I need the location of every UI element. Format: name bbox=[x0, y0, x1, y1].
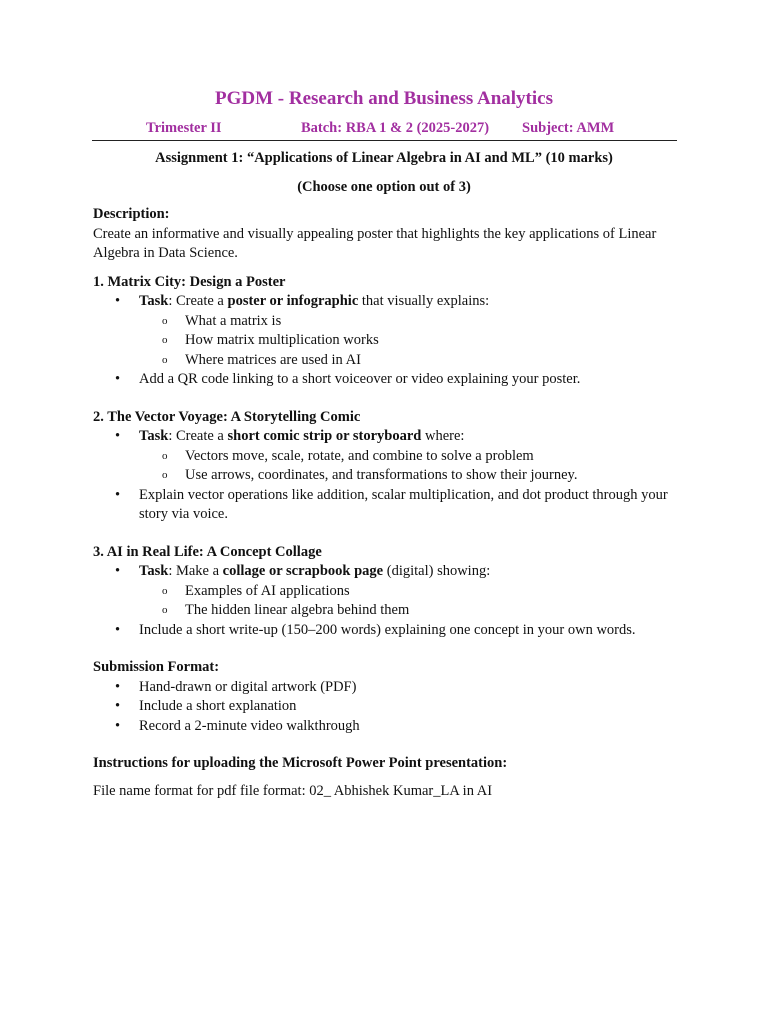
submission-item: • Record a 2-minute video walkthrough bbox=[93, 717, 678, 737]
sub-item: o What a matrix is bbox=[139, 312, 678, 332]
extra-item: • Include a short write-up (150–200 words) explaining one concept in your own words. bbox=[93, 621, 678, 641]
extra-item: • Add a QR code linking to a short voiceover or video explaining your poster. bbox=[93, 370, 678, 390]
task-text: (digital) showing: bbox=[383, 563, 491, 579]
sub-list bbox=[139, 447, 678, 486]
task-item bbox=[93, 562, 678, 621]
task-text: where: bbox=[421, 428, 465, 444]
assignment-title: Assignment 1: “Applications of Linear Algebra in AI and ML” (10 marks) bbox=[155, 150, 613, 166]
option-heading: 2. The Vector Voyage: A Storytelling Comic bbox=[93, 408, 361, 425]
sub-item: o Examples of AI applications bbox=[139, 582, 678, 602]
task-text: that visually explains: bbox=[358, 293, 490, 309]
option-heading: 3. AI in Real Life: A Concept Collage bbox=[93, 543, 322, 560]
option-heading: 1. Matrix City: Design a Poster bbox=[93, 273, 286, 290]
sub-item: o The hidden linear algebra behind them bbox=[139, 601, 678, 621]
task-label: Task bbox=[139, 428, 169, 444]
task-label: Task bbox=[139, 293, 169, 309]
course-meta bbox=[0, 120, 768, 140]
task-item bbox=[93, 292, 678, 370]
task-emphasis: poster or infographic bbox=[227, 293, 359, 309]
submission-list bbox=[93, 678, 678, 737]
task-text: : Create a bbox=[168, 293, 228, 309]
sub-item: o Vectors move, scale, rotate, and combine to solve a problem bbox=[139, 447, 678, 467]
option-list bbox=[93, 292, 678, 390]
sub-item: o Where matrices are used in AI bbox=[139, 351, 678, 371]
sub-item: o Use arrows, coordinates, and transformations to show their journey. bbox=[139, 466, 678, 486]
submission-item: • Hand-drawn or digital artwork (PDF) bbox=[93, 678, 678, 698]
description-text: Create an informative and visually appealing poster that highlights the key applications of Linear Algebra in Data Science. bbox=[93, 225, 657, 261]
program-title: PGDM - Research and Business Analytics bbox=[215, 88, 553, 109]
task-item bbox=[93, 427, 678, 486]
task-emphasis: collage or scrapbook page bbox=[222, 563, 384, 579]
sub-list bbox=[139, 582, 678, 621]
trimester-label: Trimester II bbox=[146, 120, 222, 136]
extra-item: • Explain vector operations like addition, scalar multiplication, and dot product through your story via voice. bbox=[93, 486, 678, 525]
task-label: Task bbox=[139, 563, 169, 579]
instructions-heading: Instructions for uploading the Microsoft Power Point presentation: bbox=[93, 755, 508, 771]
option-list bbox=[93, 427, 678, 525]
submission-heading: Submission Format: bbox=[93, 659, 220, 675]
task-emphasis: short comic strip or storyboard bbox=[227, 428, 422, 444]
file-name-format: File name format for pdf file format: 02_ Abhishek Kumar_LA in AI bbox=[93, 782, 493, 799]
header-divider bbox=[92, 140, 677, 141]
option-list bbox=[93, 562, 678, 640]
task-text: : Create a bbox=[168, 428, 228, 444]
sub-item: o How matrix multiplication works bbox=[139, 331, 678, 351]
sub-list bbox=[139, 312, 678, 371]
description-heading: Description: bbox=[93, 206, 170, 222]
assignment-choice-note: (Choose one option out of 3) bbox=[297, 179, 471, 195]
submission-item: • Include a short explanation bbox=[93, 697, 678, 717]
task-text: : Make a bbox=[168, 563, 223, 579]
assignment-body bbox=[93, 205, 678, 801]
batch-label: Batch: RBA 1 & 2 (2025-2027) bbox=[301, 120, 490, 136]
subject-label: Subject: AMM bbox=[522, 120, 615, 136]
